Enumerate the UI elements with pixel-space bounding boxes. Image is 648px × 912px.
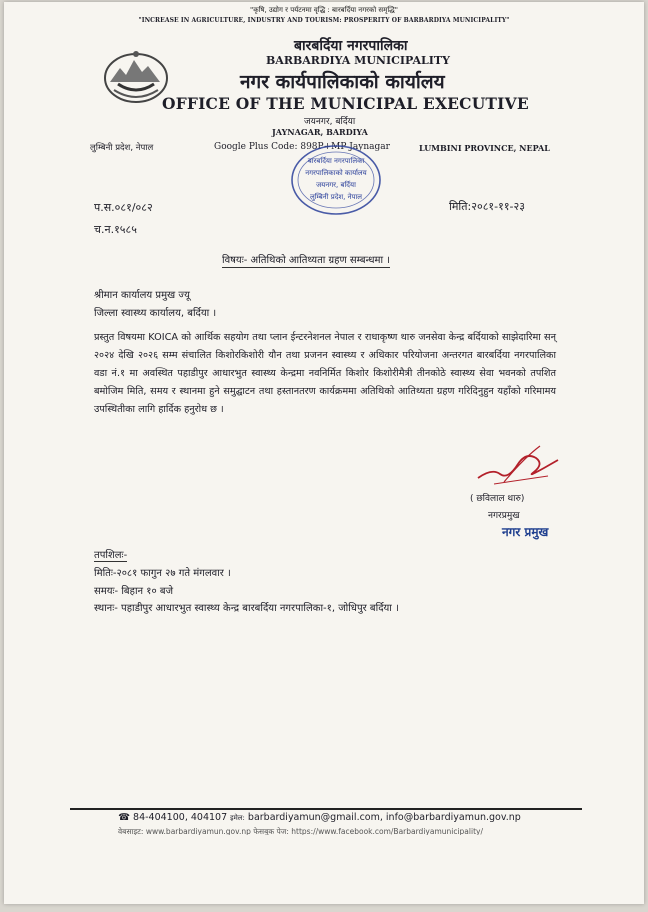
office-name-nepali: नगर कार्यपालिकाको कार्यालय <box>240 71 445 93</box>
municipality-name-nepali: बारबर्दिया नगरपालिका <box>294 38 408 54</box>
province-nepali: लुम्बिनी प्रदेश, नेपाल <box>90 143 154 153</box>
letter-body: प्रस्तुत विषयमा KOICA को आर्थिक सहयोग तथा प्लान ईन्टरनेशनल नेपाल र राधाकृष्ण थारु जनसेवा केन्द्र बर्दियाको साझेदारिमा सन् २०२४ देखि २०२६ सम्म संचालित किशोरकिशोरी यौन तथा प्रजनन स्वास्थ्य र अधिकार परियोजना अन्तरगत बारबर्दिया नगरपालिका वडा नं.१ मा अवस्थित पहाडीपुर आधारभुत स्वास्थ्य केन्द्रमा नवनिर्मित किशोर किशोरीमैत्री तीनकोठे स्वास्थ्य सेवा भवनको तपशित बमोजिम मिति, समय र स्थानमा हुने समुद्घाटन तथा हस्तानतरण कार्यक्रममा अतिथिको आतिथ्यता ग्रहण गरिदिनुहुन यहाँको गरिमामय उपस्थितीका लागि हार्दिक हनुरोध छ । <box>94 332 556 415</box>
letter-reference-number: प.स.०८१/०८२ <box>94 201 153 214</box>
footer-phone: 84-404100, 404107 <box>133 812 228 823</box>
seal-text-4: लुम्बिनी प्रदेश, नेपाल <box>309 193 363 201</box>
addressee-line-2: जिल्ला स्वास्थ्य कार्यालय, बर्दिया । <box>94 308 217 319</box>
footer-web: वेबसाइट: www.barbardiyamun.gov.np फेसबुक पेज: https://www.facebook.com/Barbardiyamunicipality/ <box>118 827 483 835</box>
addressee-line-1: श्रीमान कार्यालय प्रमुख ज्यू <box>94 290 190 301</box>
event-time: समयः- बिहान १० बजे <box>94 586 173 597</box>
motto-english: "INCREASE IN AGRICULTURE, INDUSTRY AND TOURISM: PROSPERITY OF BARBARDIYA MUNICIPALITY" <box>138 17 510 24</box>
phone-icon: ☎ <box>118 812 130 823</box>
office-name-english: OFFICE OF THE MUNICIPAL EXECUTIVE <box>162 94 529 113</box>
letter-date: मिति:२०८१-११-२३ <box>449 200 525 213</box>
seal-text-1: बारबर्दिया नगरपालिका <box>307 157 365 165</box>
address-english: JAYNAGAR, BARDIYA <box>272 127 368 137</box>
google-plus-code: Google Plus Code: 898P+MP Jaynagar <box>214 142 390 152</box>
signature-icon <box>474 438 564 490</box>
signatory-name: ( छविलाल थारु) <box>470 494 525 504</box>
event-date: मितिः-२०८१ फागुन २७ गते मंगलवार । <box>94 568 231 579</box>
dispatch-number: च.न.१५८५ <box>94 223 137 236</box>
municipal-seal-icon <box>290 143 382 217</box>
address-nepali: जयनगर, बर्दिया <box>304 117 356 127</box>
seal-text-2: नगरपालिकाको कार्यालय <box>305 169 367 177</box>
province-english: LUMBINI PROVINCE, NEPAL <box>419 143 550 153</box>
footer-emails: barbardiyamun@gmail.com, info@barbardiyamun.gov.np <box>247 812 521 823</box>
footer-divider <box>70 808 582 810</box>
footer-contact <box>118 812 521 823</box>
details-heading: तपशिलः- <box>94 547 127 562</box>
seal-text-3: जयनगर, बर्दिया <box>316 181 356 189</box>
letter-subject: विषयः- अतिथिको आतिथ्यता ग्रहण सम्बन्धमा । <box>222 252 390 268</box>
motto-nepali: "कृषि, उद्योग र पर्यटनमा वृद्धि : बारबर्दिया नगरको समृद्धि" <box>250 6 398 14</box>
event-place: स्थानः- पहाडीपुर आधारभुत स्वास्थ्य केन्द्र बारबर्दिया नगरपालिका-१, जोधिपुर बर्दिया । <box>94 603 399 614</box>
signatory-stamp: नगर प्रमुख <box>502 525 549 539</box>
nepal-emblem-icon <box>102 48 170 104</box>
signatory-post: नगरप्रमुख <box>488 511 520 521</box>
municipality-name-english: BARBARDIYA MUNICIPALITY <box>266 54 450 67</box>
footer-email-label: इमेल: <box>230 814 245 822</box>
letter-page <box>4 2 644 904</box>
